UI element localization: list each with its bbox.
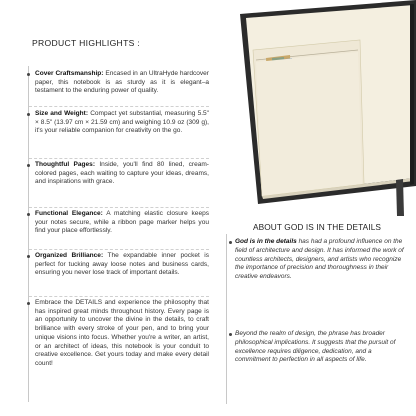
highlight-item-text: Compact yet substantial, measuring 5.5" × 8.5" (13.97 cm × 21.59 cm) and weighing 10.9 oz (309 g), it's your reliable companion for creativity on the go.	[35, 110, 209, 135]
highlight-item	[29, 110, 209, 136]
product-highlights-title: PRODUCT HIGHLIGHTS :	[32, 38, 141, 48]
highlight-item-title: Functional Elegance:	[35, 210, 103, 217]
highlight-item-title: Size and Weight:	[35, 110, 88, 117]
highlight-item-title: Cover Craftsmanship:	[35, 70, 104, 77]
highlight-item-text: Embrace the DETAILS and experience the philosophy that has inspired great minds throughout history. Every page is an opportunity to uncover the divine in the details, to craft brilliance with every stroke of your pen, and to bring your unique visions into focus. Whether you're a writer, an artist, or an architect of ideas, this notebook is your conduit to creative excellence. Get yours today and make every detail count!	[35, 299, 209, 367]
divider	[29, 106, 209, 107]
about-section-title: ABOUT GOD IS IN THE DETAILS	[252, 222, 382, 232]
about-item	[235, 238, 407, 282]
open-notebook-with-pocket-icon	[220, 0, 416, 216]
about-item	[235, 330, 407, 365]
about-item-text: Beyond the realm of design, the phrase has broader philosophical implications. It suggests that the pursuit of excellence requires diligence, dedication, and a commitment to perfection in all aspects of life.	[235, 330, 396, 364]
divider	[29, 207, 209, 208]
highlight-item	[29, 70, 209, 96]
highlight-item-text: Encased in an UltraHyde hardcover paper, this notebook is as sturdy as it is elegant–a testament to the enduring power of quality.	[35, 70, 209, 95]
highlight-item-text: Inside, you'll find 80 lined, cream-colored pages, each waiting to capture your ideas, dreams, and inspirations with grace.	[35, 161, 209, 186]
divider	[29, 158, 209, 159]
divider	[29, 296, 209, 297]
about-item-text: has had a profound influence on the field of architecture and design. It has informed the work of countless architects, designers, and artists who recognize the importance of precision and thoroughness in their creative endeavors.	[235, 238, 404, 281]
about-section	[226, 234, 408, 404]
highlight-item	[29, 252, 209, 278]
highlight-item-title: Organized Brilliance:	[35, 252, 104, 259]
about-item-emphasis: God is in the details	[235, 238, 297, 245]
highlight-item	[29, 299, 209, 369]
product-highlights-list	[28, 66, 208, 402]
highlight-item	[29, 210, 209, 236]
product-highlights-section	[28, 38, 208, 406]
highlight-item-text: A matching elastic closure keeps your notes secure, while a ribbon page marker helps you find your place effortlessly.	[35, 210, 209, 235]
highlight-item	[29, 161, 209, 187]
divider	[29, 249, 209, 250]
highlight-item-text: The expandable inner pocket is perfect for tucking away loose notes and business cards, ensuring you never lose track of important details.	[35, 252, 209, 277]
highlight-item-title: Thoughtful Pages:	[35, 161, 95, 168]
